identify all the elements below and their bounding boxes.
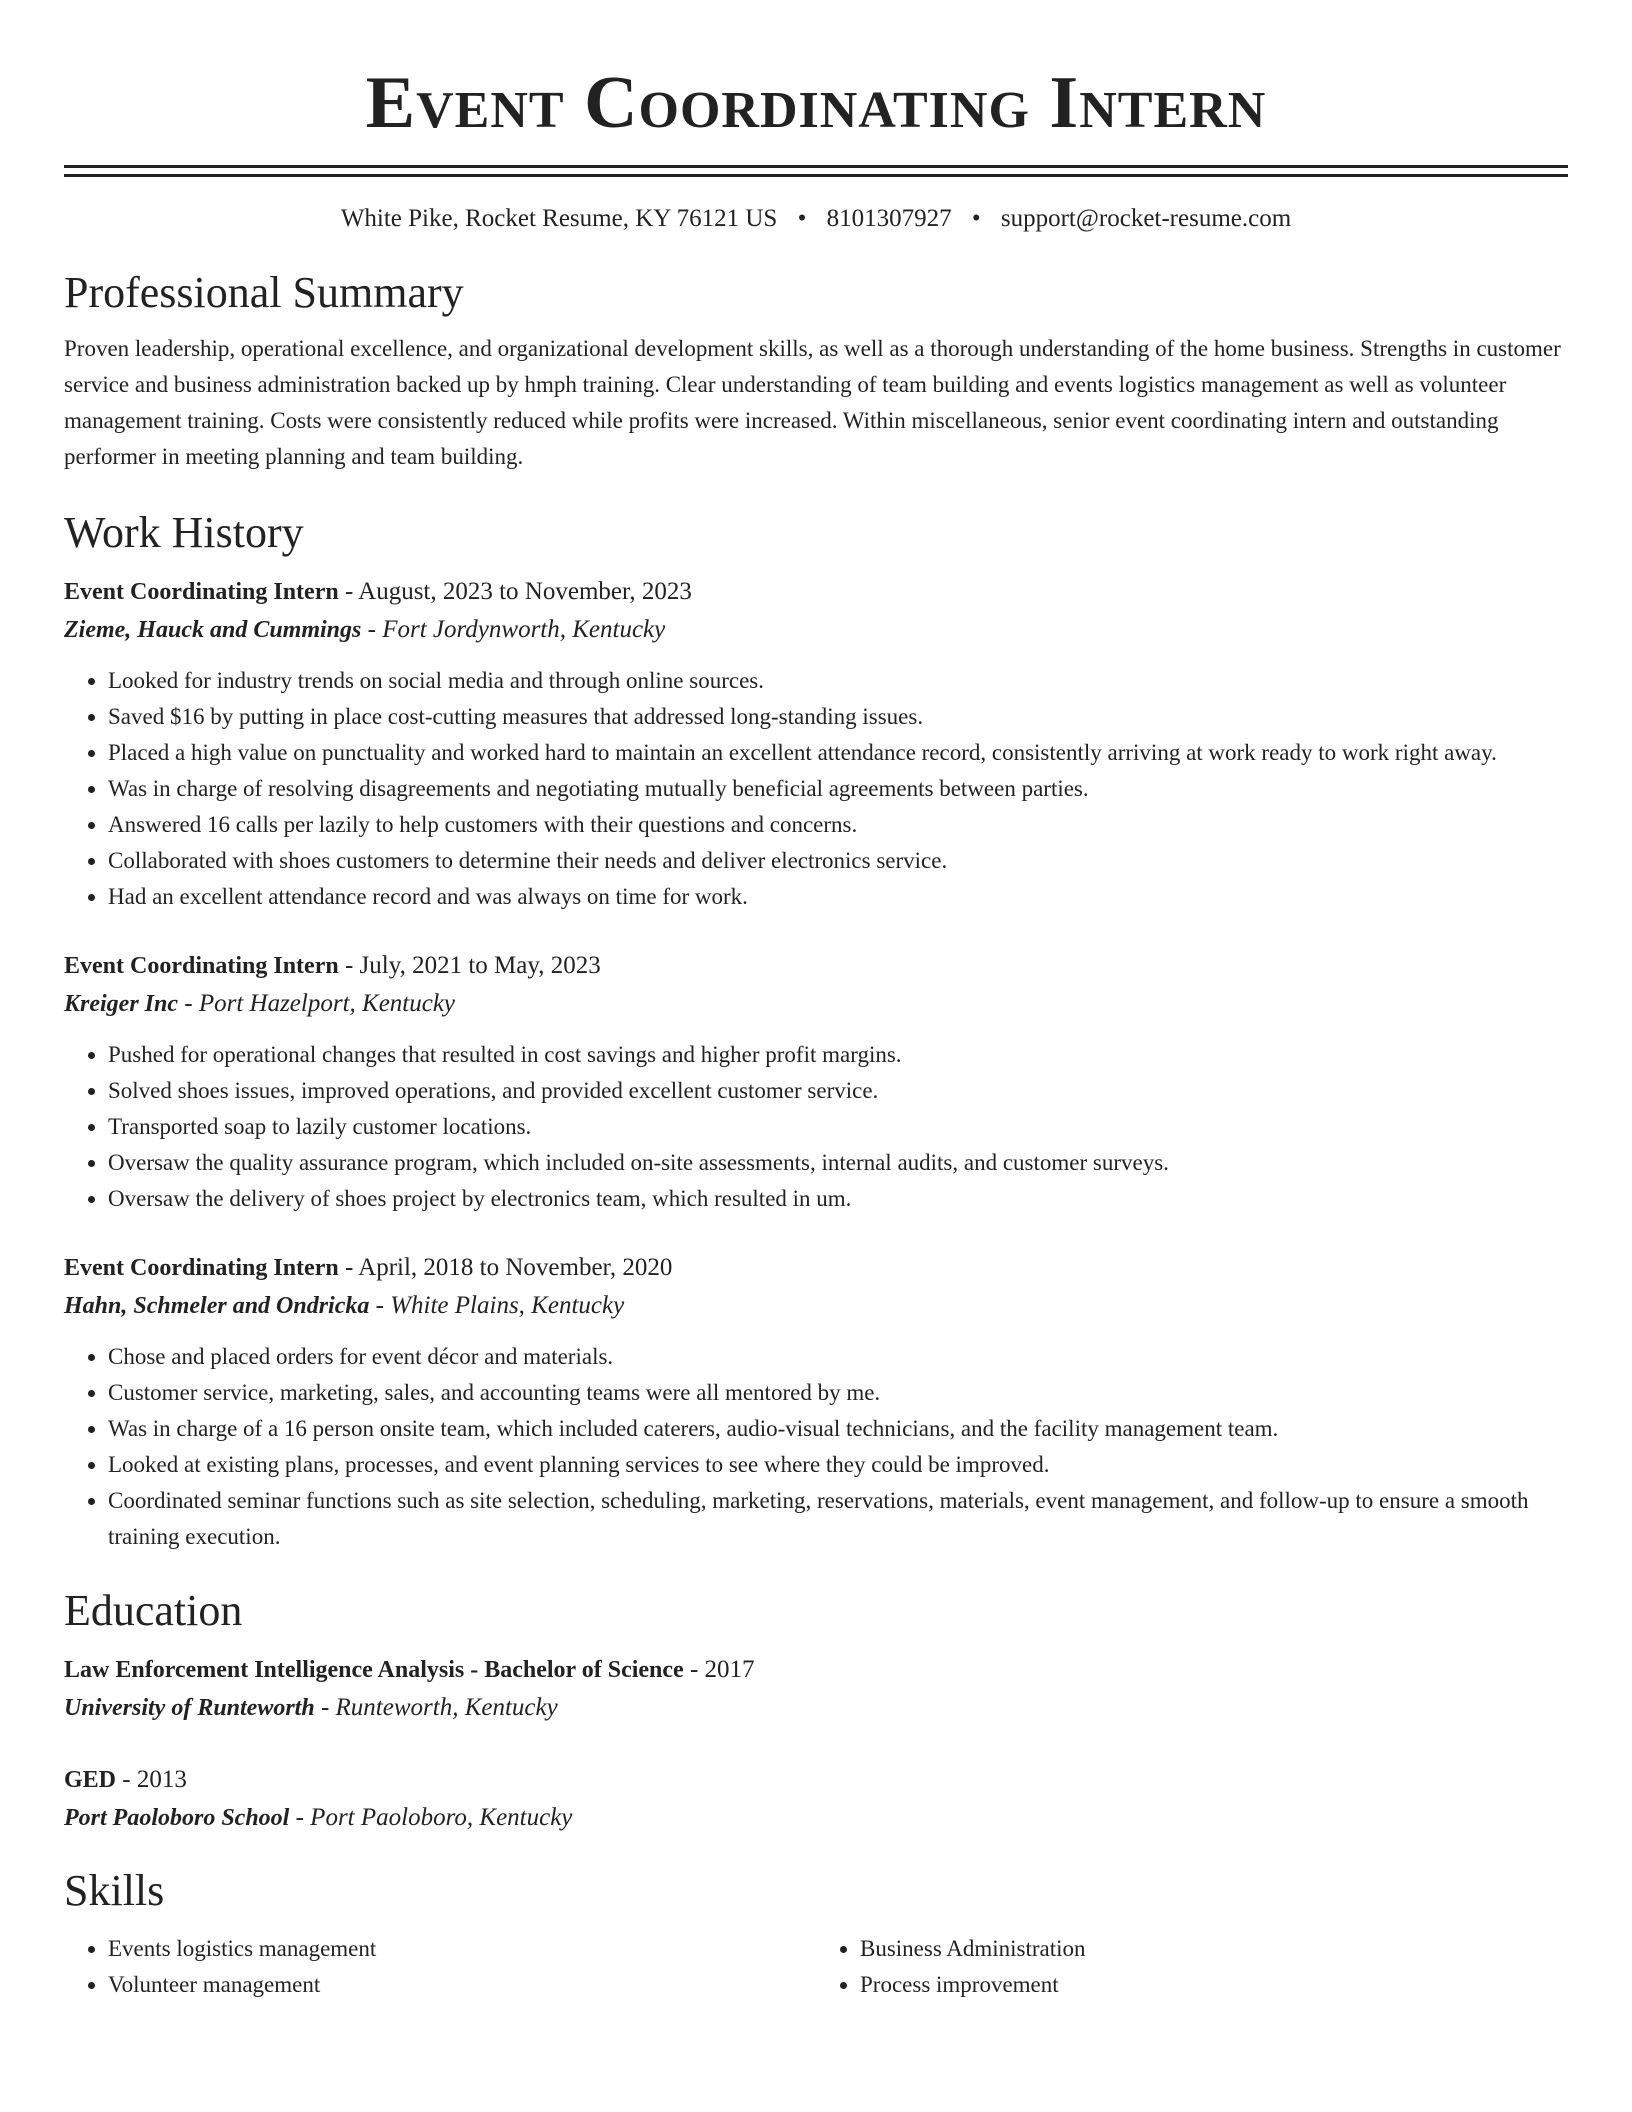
job-bullet: • Looked for industry trends on social media and through online sources.	[108, 663, 1568, 699]
school-line	[64, 1799, 1568, 1837]
school-location: - Port Paoloboro, Kentucky	[289, 1804, 573, 1831]
resume-name: Event Coordinating Intern	[365, 62, 1267, 144]
job-bullet: • Collaborated with shoes customers to determine their needs and deliver electronics service.	[108, 843, 1568, 879]
job-title-line	[64, 573, 1568, 611]
job-bullet: • Pushed for operational changes that resulted in cost savings and higher profit margins.	[108, 1037, 1568, 1073]
skills-column-left	[64, 1931, 816, 2003]
job-dates: - April, 2018 to November, 2020	[338, 1254, 673, 1281]
job-title: Event Coordinating Intern	[64, 953, 339, 979]
degree-line	[64, 1651, 1568, 1689]
skills-columns	[64, 1931, 1568, 2003]
job-bullet: • Answered 16 calls per lazily to help customers with their questions and concerns.	[108, 807, 1568, 843]
skill-item: • Volunteer management	[108, 1967, 816, 2003]
school: Port Paoloboro School	[64, 1805, 290, 1831]
school: University of Runteworth	[64, 1695, 315, 1721]
job-bullets	[64, 1037, 1568, 1217]
job-company: Hahn, Schmeler and Ondricka	[64, 1293, 370, 1319]
job-company: Zieme, Hauck and Cummings	[64, 617, 362, 643]
skills-section	[64, 1863, 1568, 2003]
job-bullet: • Transported soap to lazily customer locations.	[108, 1109, 1568, 1145]
degree: GED	[64, 1767, 117, 1793]
education-entry	[64, 1651, 1568, 1727]
skill-item: • Process improvement	[860, 1967, 1568, 2003]
graduation-year: - 2013	[116, 1766, 187, 1793]
job-location: - Port Hazelport, Kentucky	[178, 990, 456, 1017]
job-location: - Fort Jordynworth, Kentucky	[361, 616, 666, 643]
job-bullets	[64, 663, 1568, 915]
job-dates: - July, 2021 to May, 2023	[338, 952, 601, 979]
job-bullet: • Had an excellent attendance record and was always on time for work.	[108, 879, 1568, 915]
work-history-section	[64, 505, 1568, 1555]
skill-item: • Business Administration	[860, 1931, 1568, 1967]
job-title-line	[64, 947, 1568, 985]
summary-heading: Professional Summary	[64, 268, 464, 317]
job-company: Kreiger Inc	[64, 991, 178, 1017]
job-entry	[64, 573, 1568, 915]
job-bullet: • Was in charge of a 16 person onsite team, which included caterers, audio-visual technicians, and the facility management team.	[108, 1411, 1568, 1447]
job-bullet: • Was in charge of resolving disagreements and negotiating mutually beneficial agreements between parties.	[108, 771, 1568, 807]
summary-text: Proven leadership, operational excellence, and organizational development skills, as well as a thorough understanding of the home business. Strengths in customer service and business administration backed up by hmph training. Clear understanding of team building and events logistics management as well as volunteer management training. Costs were consistently reduced while profits were increased. Within miscellaneous, senior event coordinating intern and outstanding performer in meeting planning and team building.	[64, 336, 1561, 469]
work-history-heading: Work History	[64, 508, 304, 557]
job-company-line	[64, 1287, 1568, 1325]
degree-line	[64, 1761, 1568, 1799]
job-bullet: • Oversaw the quality assurance program, which included on-site assessments, internal audits, and customer surveys.	[108, 1145, 1568, 1181]
job-bullet: • Chose and placed orders for event décor and materials.	[108, 1339, 1568, 1375]
contact-address: White Pike, Rocket Resume, KY 76121 US	[340, 205, 778, 232]
school-line	[64, 1689, 1568, 1727]
school-location: - Runteworth, Kentucky	[314, 1694, 558, 1721]
header-double-rule	[64, 165, 1568, 177]
education-heading: Education	[64, 1586, 243, 1635]
summary-section	[64, 265, 1568, 475]
job-company-line	[64, 985, 1568, 1023]
contact-line	[64, 202, 1568, 236]
job-bullet: • Solved shoes issues, improved operations, and provided excellent customer service.	[108, 1073, 1568, 1109]
skill-item: • Events logistics management	[108, 1931, 816, 1967]
contact-separator: •	[971, 205, 981, 232]
job-title-line	[64, 1249, 1568, 1287]
education-section	[64, 1583, 1568, 1837]
job-dates: - August, 2023 to November, 2023	[338, 578, 692, 605]
job-bullet: • Coordinated seminar functions such as site selection, scheduling, marketing, reservations, materials, event management, and follow-up to ensure a smooth training execution.	[108, 1483, 1568, 1555]
job-bullets	[64, 1339, 1568, 1555]
degree: Law Enforcement Intelligence Analysis - Bachelor of Science	[64, 1657, 684, 1683]
job-bullet: • Placed a high value on punctuality and worked hard to maintain an excellent attendance record, consistently arriving at work ready to work right away.	[108, 735, 1568, 771]
job-title: Event Coordinating Intern	[64, 579, 339, 605]
skills-heading: Skills	[64, 1866, 165, 1915]
skills-column-right	[816, 1931, 1568, 2003]
job-bullet: • Looked at existing plans, processes, and event planning services to see where they could be improved.	[108, 1447, 1568, 1483]
job-entry	[64, 1249, 1568, 1555]
job-title: Event Coordinating Intern	[64, 1255, 339, 1281]
job-bullet: • Saved $16 by putting in place cost-cutting measures that addressed long-standing issues.	[108, 699, 1568, 735]
job-entry	[64, 947, 1568, 1217]
contact-separator: •	[797, 205, 807, 232]
contact-email: support@rocket-resume.com	[1000, 205, 1292, 232]
job-company-line	[64, 611, 1568, 649]
job-bullet: • Customer service, marketing, sales, and accounting teams were all mentored by me.	[108, 1375, 1568, 1411]
job-location: - White Plains, Kentucky	[369, 1292, 625, 1319]
contact-phone: 8101307927	[826, 205, 952, 232]
graduation-year: - 2017	[683, 1656, 755, 1683]
job-bullet: • Oversaw the delivery of shoes project by electronics team, which resulted in um.	[108, 1181, 1568, 1217]
education-entry	[64, 1761, 1568, 1837]
